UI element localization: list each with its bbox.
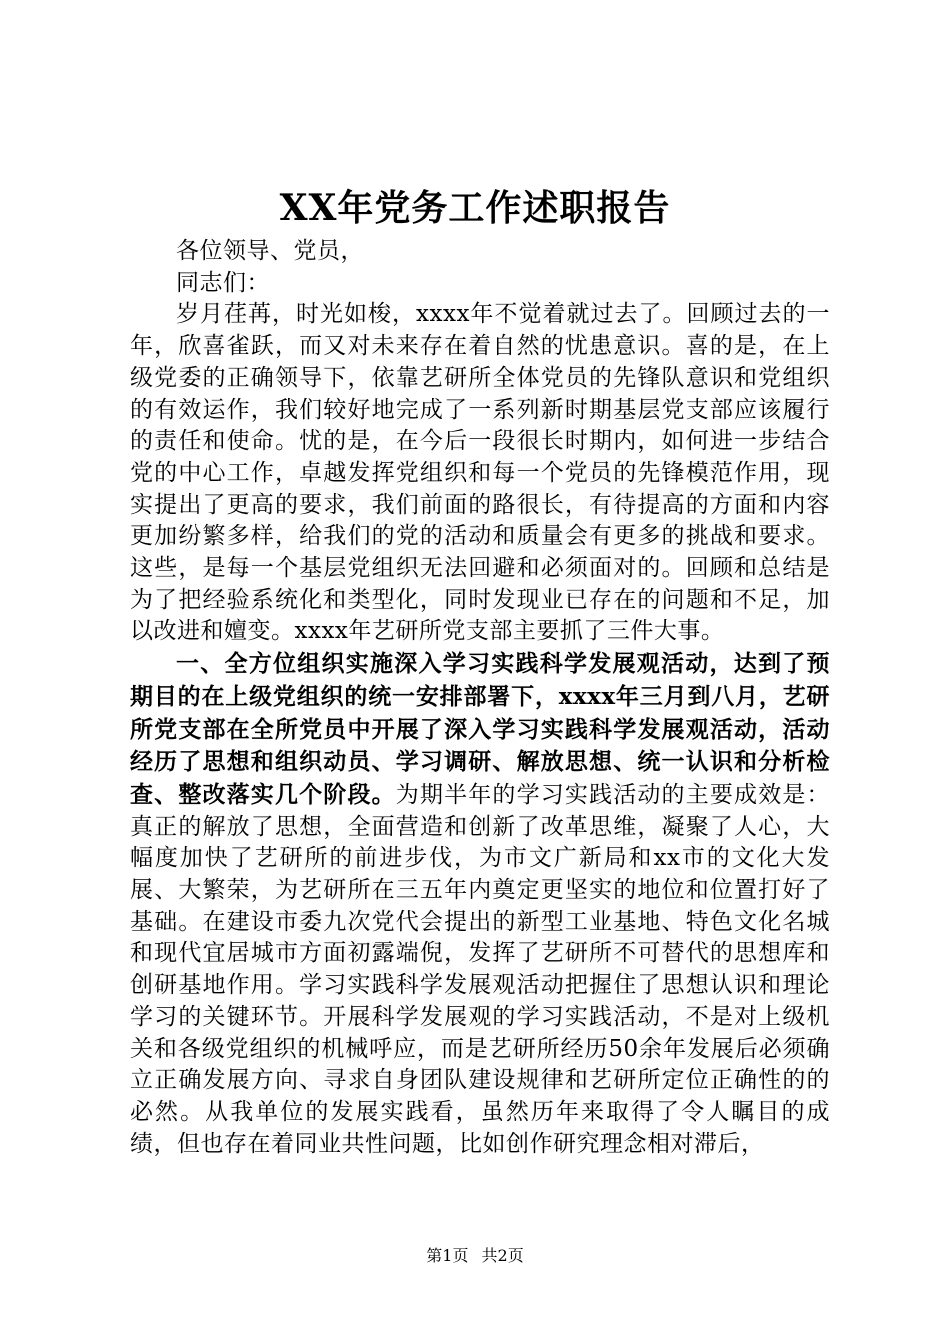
section-paragraph bbox=[130, 648, 830, 1160]
document-title: XX年党务工作述职报告 bbox=[279, 187, 671, 229]
section-heading: 一、全方位组织实施深入学习实践科学发展观活动，达到了预期目的在上级党组织的统一安排部署下，xxxx年三月到八月，艺研所党支部在全所党员中开展了深入学习实践科学发展观活动，活动经历了思想和组织动员、学习调研、解放思想、统一认识和分析检查、整改落实几个阶段。 bbox=[130, 650, 830, 808]
page-total: 共2页 bbox=[481, 1246, 524, 1265]
salutation-line: 同志们： bbox=[176, 269, 270, 296]
document-body bbox=[130, 236, 830, 1160]
salutation-line: 各位领导、党员， bbox=[176, 238, 364, 264]
page-footer bbox=[0, 1244, 950, 1268]
body-paragraph: 岁月荏苒，时光如梭，xxxx年不觉着就过去了。回顾过去的一年，欣喜雀跃，而又对未来存在着自然的忧患意识。喜的是，在上级党委的正确领导下，依靠艺研所全体党员的先锋队意识和党组织的有效运作，我们较好地完成了一系列新时期基层党支部应该履行的责任和使命。忧的是，在今后一段很长时期内，如何进一步结合党的中心工作，卓越发挥党组织和每一个党员的先锋模范作用，现实提出了更高的要求，我们前面的路很长，有待提高的方面和内容更加纷繁多样，给我们的党的活动和质量会有更多的挑战和要求。这些，是每一个基层党组织无法回避和必须面对的。回顾和总结是为了把经验系统化和类型化，同时发现业已存在的问题和不足，加以改进和嬗变。xxxx年艺研所党支部主要抓了三件大事。 bbox=[130, 301, 830, 645]
section-body-text: 为期半年的学习实践活动的主要成效是：真正的解放了思想，全面营造和创新了改革思维，凝聚了人心，大幅度加快了艺研所的前进步伐，为市文广新局和xx市的文化大发展、大繁荣，为艺研所在三五年内奠定更坚实的地位和位置打好了基础。在建设市委九次党代会提出的新型工业基地、特色文化名城和现代宜居城市方面初露端倪，发挥了艺研所不可替代的思想库和创研基地作用。学习实践科学发展观活动把握住了思想认识和理论学习的关键环节。开展科学发展观的学习实践活动，不是对上级机关和各级党组织的机械呼应，而是艺研所经历50余年发展后必须确立正确发展方向、寻求自身团队建设规律和艺研所定位正确性的的必然。从我单位的发展实践看，虽然历年来取得了令人瞩目的成绩，但也存在着同业共性问题，比如创作研究理念相对滞后， bbox=[130, 781, 831, 1157]
page-number: 第1页 bbox=[426, 1246, 469, 1265]
